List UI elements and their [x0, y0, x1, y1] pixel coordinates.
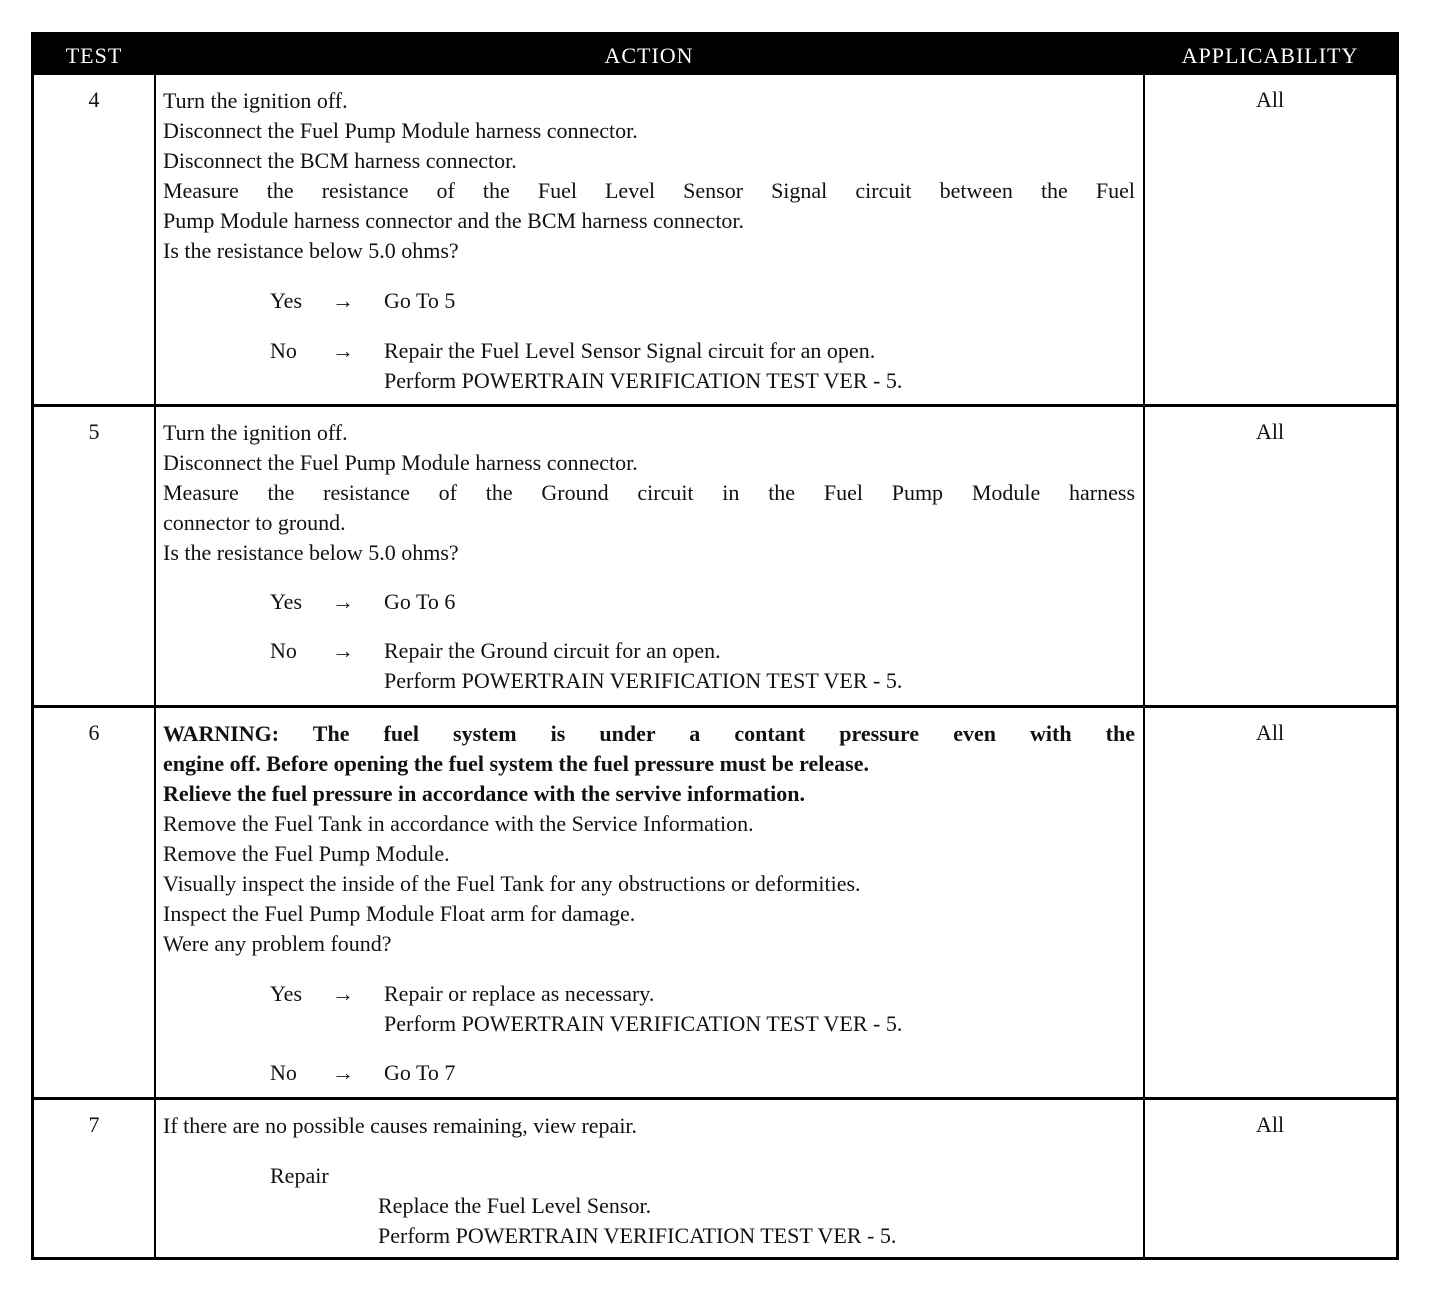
arrow-icon: →	[332, 981, 354, 1006]
arrow-icon: →	[332, 589, 354, 614]
applicability-value: All	[1255, 87, 1285, 112]
repair-action: Perform POWERTRAIN VERIFICATION TEST VER - 5.	[378, 1223, 897, 1248]
action-text: If there are no possible causes remaining, view repair.	[163, 1113, 638, 1138]
action-text: connector to ground.	[163, 510, 346, 535]
yes-label: Yes	[270, 981, 303, 1006]
table-row	[34, 404, 1396, 706]
warning-text: Relieve the fuel pressure in accordance with the servive information.	[163, 781, 805, 806]
yes-action: Go To 5	[384, 288, 456, 313]
action-text: Disconnect the BCM harness connector.	[163, 148, 517, 173]
no-label: No	[270, 1060, 297, 1085]
no-action: Perform POWERTRAIN VERIFICATION TEST VER - 5.	[384, 668, 903, 693]
diagnostic-table	[31, 32, 1399, 1260]
action-text: Measure the resistance of the Fuel Level Sensor Signal circuit between the Fuel	[163, 178, 1135, 203]
action-text: Remove the Fuel Pump Module.	[163, 841, 450, 866]
table-row	[34, 75, 1396, 406]
test-number: 7	[88, 1112, 100, 1137]
arrow-icon: →	[332, 288, 354, 313]
repair-label: Repair	[270, 1163, 329, 1188]
arrow-icon: →	[332, 338, 354, 363]
no-action: Repair the Fuel Level Sensor Signal circuit for an open.	[384, 338, 876, 363]
action-text: Pump Module harness connector and the BCM harness connector.	[163, 208, 745, 233]
action-text: Turn the ignition off.	[163, 420, 348, 445]
action-text: Measure the resistance of the Ground circuit in the Fuel Pump Module harness	[163, 480, 1135, 505]
action-text: Were any problem found?	[163, 931, 392, 956]
warning-text: WARNING: The fuel system is under a contant pressure even with the	[163, 721, 1135, 746]
table-header	[34, 35, 1396, 75]
header-test: TEST	[65, 43, 123, 68]
yes-action: Repair or replace as necessary.	[384, 981, 655, 1006]
action-text: Remove the Fuel Tank in accordance with the Service Information.	[163, 811, 754, 836]
applicability-value: All	[1255, 1112, 1285, 1137]
arrow-icon: →	[332, 638, 354, 663]
action-text: Inspect the Fuel Pump Module Float arm for damage.	[163, 901, 636, 926]
action-text: Visually inspect the inside of the Fuel Tank for any obstructions or deformities.	[163, 871, 861, 896]
no-label: No	[270, 338, 297, 363]
action-text: Disconnect the Fuel Pump Module harness connector.	[163, 118, 638, 143]
action-text: Is the resistance below 5.0 ohms?	[163, 238, 459, 263]
yes-action: Go To 6	[384, 589, 456, 614]
action-text: Disconnect the Fuel Pump Module harness connector.	[163, 450, 638, 475]
no-action: Perform POWERTRAIN VERIFICATION TEST VER - 5.	[384, 368, 903, 393]
no-label: No	[270, 638, 297, 663]
applicability-value: All	[1255, 720, 1285, 745]
arrow-icon: →	[332, 1060, 354, 1085]
repair-action: Replace the Fuel Level Sensor.	[378, 1193, 652, 1218]
action-text: Is the resistance below 5.0 ohms?	[163, 540, 459, 565]
yes-action: Perform POWERTRAIN VERIFICATION TEST VER - 5.	[384, 1011, 903, 1036]
test-number: 6	[88, 720, 100, 745]
header-applicability: APPLICABILITY	[1181, 43, 1359, 68]
no-action: Go To 7	[384, 1060, 456, 1085]
table-row	[34, 1097, 1396, 1257]
yes-label: Yes	[270, 288, 303, 313]
table-row	[34, 705, 1396, 1099]
test-number: 4	[88, 87, 100, 112]
applicability-value: All	[1255, 419, 1285, 444]
warning-text: engine off. Before opening the fuel system the fuel pressure must be release.	[163, 751, 869, 776]
test-number: 5	[88, 419, 100, 444]
yes-label: Yes	[270, 589, 303, 614]
action-text: Turn the ignition off.	[163, 88, 348, 113]
header-action: ACTION	[604, 43, 694, 68]
no-action: Repair the Ground circuit for an open.	[384, 638, 721, 663]
